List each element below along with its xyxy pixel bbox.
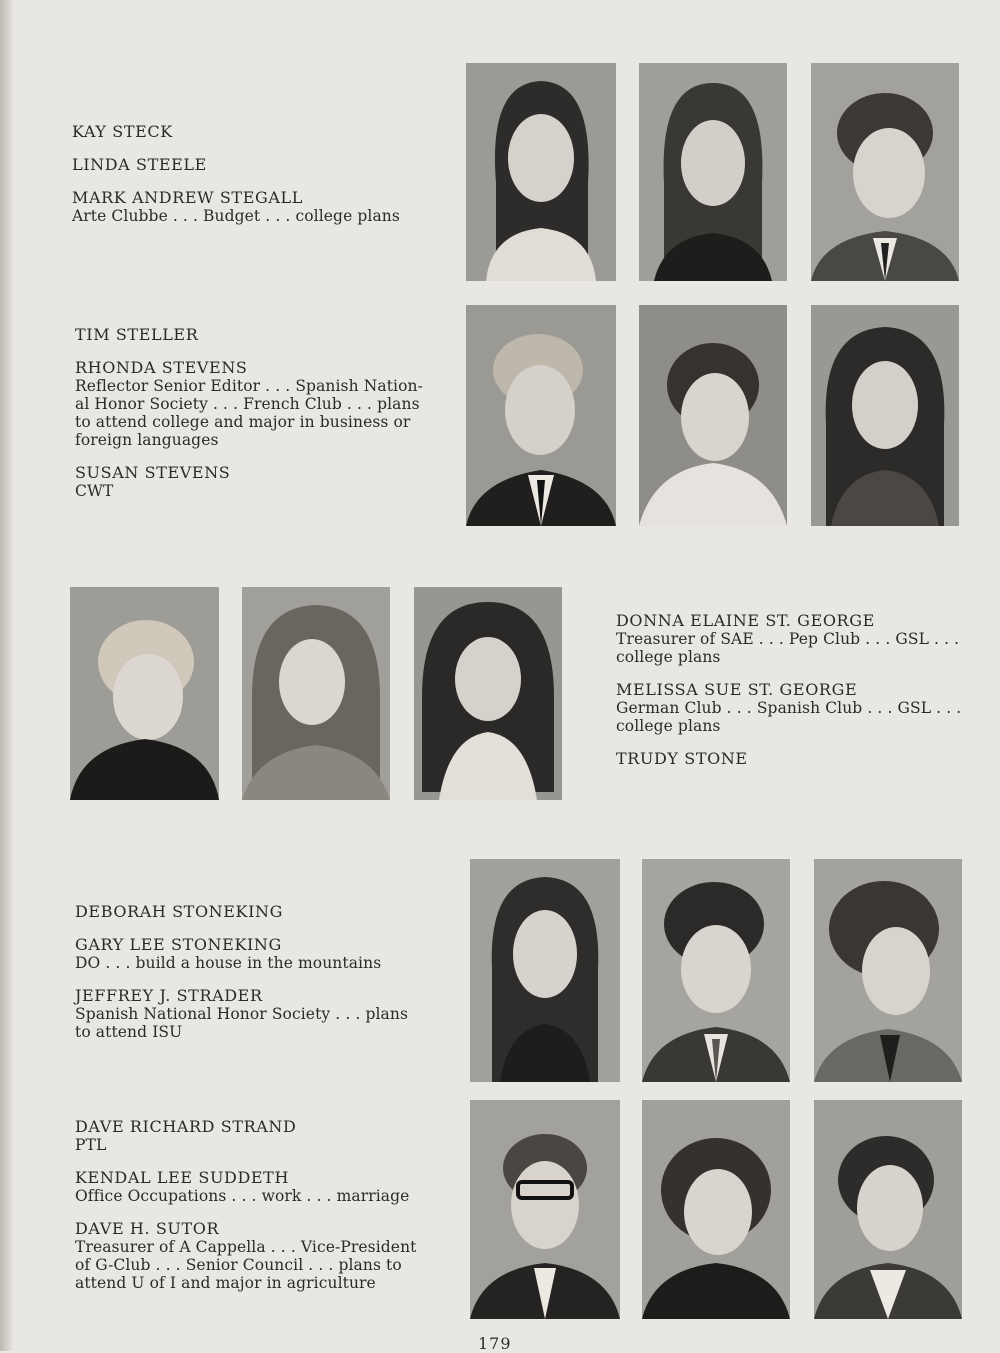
portrait-silhouette bbox=[242, 587, 390, 800]
student-activities: PTL bbox=[75, 1136, 107, 1154]
student-entry bbox=[72, 122, 452, 141]
student-name: GARY LEE STONEKING bbox=[75, 935, 282, 954]
portrait-silhouette bbox=[466, 63, 616, 281]
portrait-photo bbox=[466, 305, 616, 526]
student-entry bbox=[75, 358, 455, 449]
page-number: 179 bbox=[478, 1334, 512, 1353]
student-name: RHONDA STEVENS bbox=[75, 358, 248, 377]
student-entry bbox=[616, 611, 986, 666]
portrait-silhouette bbox=[642, 1100, 790, 1319]
student-name: JEFFREY J. STRADER bbox=[75, 986, 263, 1005]
portrait-silhouette bbox=[814, 859, 962, 1082]
portrait-silhouette bbox=[70, 587, 219, 800]
student-entry bbox=[75, 325, 455, 344]
portrait-photo bbox=[811, 305, 959, 526]
portrait-photo bbox=[814, 1100, 962, 1319]
portrait-silhouette bbox=[470, 859, 620, 1082]
portrait-silhouette bbox=[466, 305, 616, 526]
portrait-silhouette bbox=[470, 1100, 620, 1319]
portrait-silhouette bbox=[811, 305, 959, 526]
student-activities: CWT bbox=[75, 482, 114, 500]
student-activities: German Club . . . Spanish Club . . . GSL . . . college plans bbox=[616, 699, 962, 735]
student-name: DEBORAH STONEKING bbox=[75, 902, 284, 921]
student-name: TIM STELLER bbox=[75, 325, 199, 344]
portrait-photo bbox=[814, 859, 962, 1082]
portrait-silhouette bbox=[639, 63, 787, 281]
student-activities: Treasurer of A Cappella . . . Vice-President of G-Club . . . Senior Council . . . plans to attend U of I and major in agriculture bbox=[75, 1238, 417, 1292]
student-entry bbox=[75, 463, 455, 500]
student-activities: DO . . . build a house in the mountains bbox=[75, 954, 382, 972]
student-name: DAVE H. SUTOR bbox=[75, 1219, 220, 1238]
student-activities: Treasurer of SAE . . . Pep Club . . . GSL . . . college plans bbox=[616, 630, 960, 666]
caption-group-2 bbox=[75, 325, 455, 514]
page-binding-shadow bbox=[0, 0, 14, 1351]
portrait-silhouette bbox=[811, 63, 959, 281]
student-entry bbox=[75, 1219, 465, 1292]
student-entry bbox=[72, 188, 452, 225]
student-activities: Reflector Senior Editor . . . Spanish Nation- al Honor Society . . . French Club . . . plans to attend college and major in business or foreign languages bbox=[75, 377, 423, 449]
portrait-photo bbox=[70, 587, 219, 800]
student-activities: Arte Clubbe . . . Budget . . . college plans bbox=[72, 207, 400, 225]
student-entry bbox=[72, 155, 452, 174]
portrait-photo bbox=[470, 1100, 620, 1319]
caption-group-4 bbox=[75, 902, 455, 1055]
student-entry bbox=[616, 749, 986, 768]
student-name: SUSAN STEVENS bbox=[75, 463, 231, 482]
portrait-silhouette bbox=[814, 1100, 962, 1319]
student-entry bbox=[75, 1168, 465, 1205]
student-entry bbox=[75, 902, 455, 921]
student-name: TRUDY STONE bbox=[616, 749, 748, 768]
portrait-photo bbox=[639, 63, 787, 281]
caption-group-5 bbox=[75, 1117, 465, 1292]
student-entry bbox=[75, 935, 455, 972]
student-name: LINDA STEELE bbox=[72, 155, 207, 174]
portrait-photo bbox=[466, 63, 616, 281]
student-entry bbox=[616, 680, 986, 735]
portrait-photo bbox=[642, 1100, 790, 1319]
portrait-photo bbox=[414, 587, 562, 800]
student-name: MARK ANDREW STEGALL bbox=[72, 188, 303, 207]
portrait-silhouette bbox=[639, 305, 787, 526]
student-name: KENDAL LEE SUDDETH bbox=[75, 1168, 290, 1187]
caption-group-3 bbox=[616, 611, 986, 782]
student-activities: Office Occupations . . . work . . . marriage bbox=[75, 1187, 410, 1205]
portrait-photo bbox=[639, 305, 787, 526]
student-name: KAY STECK bbox=[72, 122, 173, 141]
student-activities: Spanish National Honor Society . . . plans to attend ISU bbox=[75, 1005, 409, 1041]
student-name: DONNA ELAINE ST. GEORGE bbox=[616, 611, 875, 630]
caption-group-1 bbox=[72, 122, 452, 239]
portrait-photo bbox=[242, 587, 390, 800]
student-entry bbox=[75, 986, 455, 1041]
portrait-silhouette bbox=[642, 859, 790, 1082]
student-entry bbox=[75, 1117, 465, 1154]
portrait-silhouette bbox=[414, 587, 562, 800]
portrait-photo bbox=[811, 63, 959, 281]
portrait-photo bbox=[642, 859, 790, 1082]
portrait-photo bbox=[470, 859, 620, 1082]
student-name: DAVE RICHARD STRAND bbox=[75, 1117, 297, 1136]
student-name: MELISSA SUE ST. GEORGE bbox=[616, 680, 858, 699]
